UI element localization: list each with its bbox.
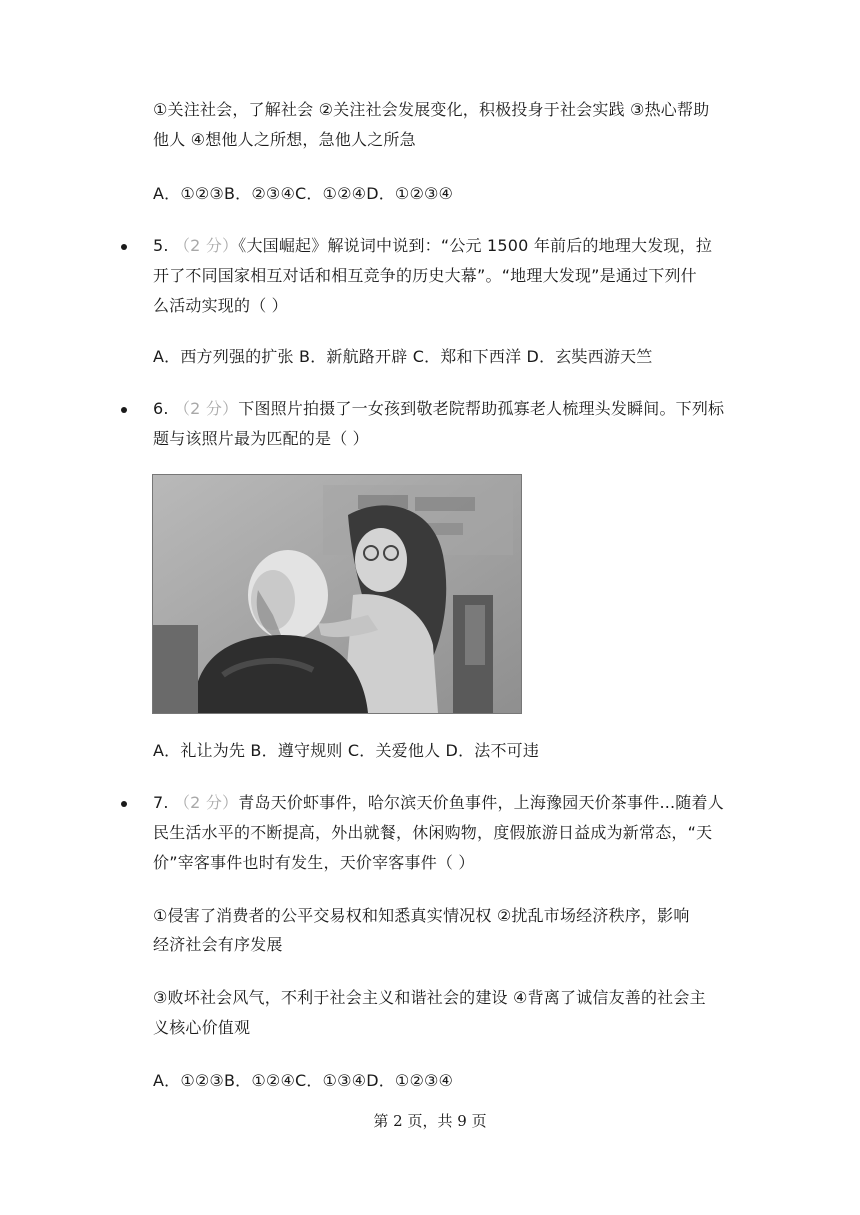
q5-question-line-1 xyxy=(153,236,712,256)
q7-statement-1-line-1: ①侵害了消费者的公平交易权和知悉真实情况权 ②扰乱市场经济秩序，影响 xyxy=(153,906,690,925)
q7-text: 青岛天价虾事件，哈尔滨天价鱼事件，上海豫园天价茶事件...随着人 xyxy=(238,793,724,812)
q4-statement-line-1: ①关注社会，了解社会 ②关注社会发展变化，积极投身于社会实践 ③热心帮助 xyxy=(153,100,710,119)
q7-question-line-1 xyxy=(153,793,724,813)
q7-statement-2-line-1: ③败坏社会风气，不利于社会主义和谐社会的建设 ④背离了诚信友善的社会主 xyxy=(153,988,706,1007)
photo-girl-combing-elder-hair xyxy=(153,475,521,713)
q6-text: 下图照片拍摄了一女孩到敬老院帮助孤寡老人梳理头发瞬间。下列标 xyxy=(238,399,725,418)
q5-score: （2 分） xyxy=(173,236,239,255)
q6-question-line-2: 题与该照片最为匹配的是（ ） xyxy=(153,429,369,448)
q4-options: A．①②③B．②③④C．①②④D．①②③④ xyxy=(153,184,454,203)
page-footer: 第 2 页，共 9 页 xyxy=(373,1112,487,1130)
q7-score: （2 分） xyxy=(173,793,239,812)
q6-number: 6. xyxy=(153,399,169,418)
q7-bullet xyxy=(121,801,127,807)
q6-bullet xyxy=(121,407,127,413)
q6-question-line-1 xyxy=(153,399,724,419)
q5-bullet xyxy=(121,244,127,250)
q7-number: 7. xyxy=(153,793,169,812)
q5-options: A．西方列强的扩张 B．新航路开辟 C．郑和下西洋 D．玄奘西游天竺 xyxy=(153,347,653,366)
q5-question-line-2: 开了不同国家相互对话和相互竞争的历史大幕”。“地理大发现”是通过下列什 xyxy=(153,266,697,285)
q4-statement-line-2: 他人 ④想他人之所想，急他人之所急 xyxy=(153,130,416,149)
q7-options: A．①②③B．①②④C．①③④D．①②③④ xyxy=(153,1071,454,1090)
q7-statement-1-line-2: 经济社会有序发展 xyxy=(153,935,283,954)
q5-text: 《大国崛起》解说词中说到：“公元 1500 年前后的地理大发现，拉 xyxy=(238,236,713,255)
q7-question-line-2: 民生活水平的不断提高，外出就餐，休闲购物，度假旅游日益成为新常态，“天 xyxy=(153,823,713,842)
q6-options: A．礼让为先 B．遵守规则 C．关爱他人 D．法不可违 xyxy=(153,741,540,760)
q5-number: 5. xyxy=(153,236,169,255)
question-photo xyxy=(152,474,522,714)
q7-statement-2-line-2: 义核心价值观 xyxy=(153,1018,251,1037)
q5-question-line-3: 么活动实现的（ ） xyxy=(153,296,288,315)
q6-score: （2 分） xyxy=(173,399,239,418)
q7-question-line-3: 价”宰客事件也时有发生，天价宰客事件（ ） xyxy=(153,853,475,872)
